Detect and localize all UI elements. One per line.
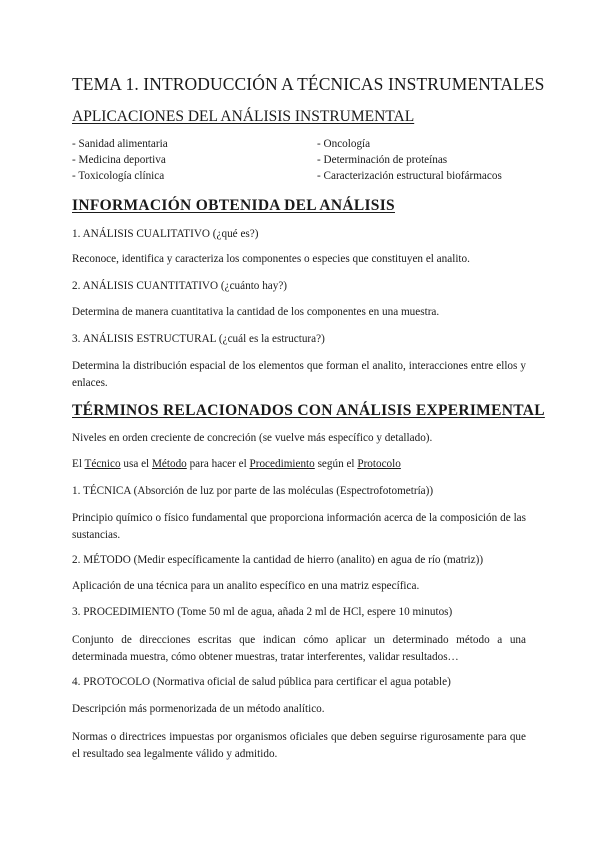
- item-body: Aplicación de una técnica para un analito específico en una matriz específica.: [72, 580, 420, 592]
- section-heading-terminos: TÉRMINOS RELACIONADOS CON ANÁLISIS EXPERIMENTAL: [72, 402, 545, 419]
- terms-sentence: [72, 458, 401, 470]
- item-title: 3. ANÁLISIS ESTRUCTURAL (¿cuál es la estructura?): [72, 333, 325, 345]
- section-heading-informacion: INFORMACIÓN OBTENIDA DEL ANÁLISIS: [72, 197, 395, 214]
- application-item: - Sanidad alimentaria: [72, 138, 168, 150]
- application-item: - Caracterización estructural biofármacos: [317, 170, 502, 182]
- term-protocolo: Protocolo: [357, 458, 401, 470]
- item-title: 3. PROCEDIMIENTO (Tome 50 ml de agua, añada 2 ml de HCl, espere 10 minutos): [72, 606, 453, 618]
- intro-text: Niveles en orden creciente de concreción (se vuelve más específico y detallado).: [72, 432, 433, 444]
- item-title: 2. ANÁLISIS CUANTITATIVO (¿cuánto hay?): [72, 280, 288, 292]
- item-body: Principio químico o físico fundamental que proporciona información acerca de la composición de las sustancias.: [72, 512, 526, 541]
- application-item: - Medicina deportiva: [72, 154, 166, 166]
- term-tecnico: Técnico: [84, 458, 121, 470]
- item-body: Normas o directrices impuestas por organismos oficiales que deben seguirse rigurosamente para que el resultado sea legalmente válido y admitido.: [72, 731, 526, 760]
- item-body: Determina la distribución espacial de los elementos que forman el analito, interacciones entre ellos y enlaces.: [72, 360, 526, 389]
- item-title: 4. PROTOCOLO (Normativa oficial de salud pública para certificar el agua potable): [72, 676, 451, 688]
- item-title: 2. MÉTODO (Medir específicamente la cantidad de hierro (analito) en agua de río (matriz)): [72, 554, 484, 566]
- sentence-text: usa el: [120, 458, 152, 470]
- item-title: 1. TÉCNICA (Absorción de luz por parte de las moléculas (Espectrofotometría)): [72, 485, 434, 497]
- application-item: - Determinación de proteínas: [317, 154, 448, 166]
- item-body: Determina de manera cuantitativa la cantidad de los componentes en una muestra.: [72, 306, 440, 318]
- item-title: 1. ANÁLISIS CUALITATIVO (¿qué es?): [72, 228, 259, 240]
- item-body: Descripción más pormenorizada de un método analítico.: [72, 703, 325, 715]
- item-body: Conjunto de direcciones escritas que indican cómo aplicar un determinado método a una determinada muestra, cómo obtener muestras, tratar interferentes, validar resultados…: [72, 634, 526, 663]
- section-heading-aplicaciones: APLICACIONES DEL ANÁLISIS INSTRUMENTAL: [72, 108, 415, 125]
- term-metodo: Método: [151, 458, 187, 470]
- sentence-text: para hacer el: [186, 458, 250, 470]
- term-procedimiento: Procedimiento: [249, 458, 315, 470]
- sentence-text: El: [72, 458, 85, 470]
- item-body: Reconoce, identifica y caracteriza los componentes o especies que constituyen el analito.: [72, 253, 470, 265]
- application-item: - Toxicología clínica: [72, 170, 165, 182]
- application-item: - Oncología: [317, 138, 371, 150]
- document-title: TEMA 1. INTRODUCCIÓN A TÉCNICAS INSTRUMENTALES: [72, 74, 545, 94]
- sentence-text: según el: [314, 458, 358, 470]
